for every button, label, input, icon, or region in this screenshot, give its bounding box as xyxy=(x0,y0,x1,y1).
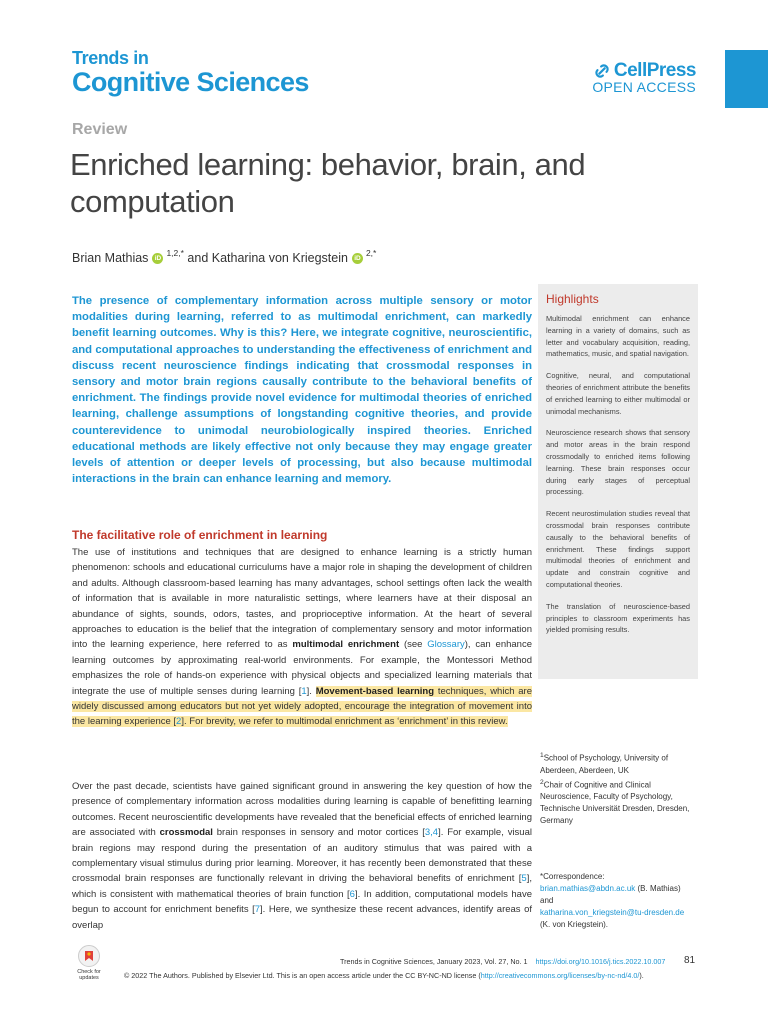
email-link[interactable]: katharina.von_kriegstein@tu-dresden.de xyxy=(540,908,685,917)
affiliation: Chair of Cognitive and Clinical Neuroscience, Faculty of Psychology, Technische Universität Dresden, Dresden, Germany xyxy=(540,780,690,826)
highlights-title: Highlights xyxy=(546,292,599,306)
author-line xyxy=(72,248,377,265)
glossary-link[interactable]: Glossary xyxy=(427,639,465,651)
body-paragraph: The use of institutions and techniques that are designed to enhance learning is a strictly human phenomenon: schools and educational curriculums have a major role in shaping the development of children and adults. Although classroom-based learning has many advantages, school settings often lack the wealth of information that is available in more naturalistic settings, where learners have at their disposal an abundance of sights, sounds, odors, tastes, and proprioceptive information. At the heart of several approaches to education is the belief that the integration of complementary sensory and motor information into the learning experience, here referred to as multimodal enrichment (see Glossary), can enhance learning outcomes by approximating real-world environments. For example, the Montessori Method emphasizes the role of hands-on experience with physical objects and specialized learning materials that integrate the use of multiple senses during learning [1]. Movement-based learning techniques, which are widely discussed among educators but not yet widely adopted, encourage the integration of movement into the learning experience [2]. For brevity, we refer to multimodal enrichment as ‘enrichment’ in this review. xyxy=(72,547,532,728)
highlight-item: Recent neurostimulation studies reveal that crossmodal brain responses contribute causally to the behavioral benefits of enrichment. These findings support multimodal theories of enrichment and update and constrain cognitive and computational theories. xyxy=(546,509,690,589)
license-line: © 2022 The Authors. Published by Elsevier Ltd. This is an open access article under the CC BY-NC-ND license (http://creativecommons.org/licenses/by-nc-nd/4.0/). xyxy=(124,971,644,980)
correspondence: *Correspondence: brian.mathias@abdn.ac.uk (B. Mathias) and katharina.von_kriegstein@tu-dresden.de (K. von Kriegstein). xyxy=(540,871,700,931)
orcid-icon[interactable]: iD xyxy=(352,253,363,264)
orcid-icon[interactable]: iD xyxy=(152,253,163,264)
email-link[interactable]: brian.mathias@abdn.ac.uk xyxy=(540,884,636,893)
abstract: The presence of complementary information across multiple sensory or motor modalities during learning, referred to as multimodal enrichment, can markedly benefit learning outcomes. Why is this? Here, we integrate cognitive, neuroscientific, and computational approaches to understanding the effectiveness of enrichment and discuss recent neuroscience findings indicating that crossmodal responses in sensory and motor brain regions causally contribute to the behavioral benefits of enrichment. The findings provide novel evidence for multimodal theories of enriched learning, challenge assumptions of longstanding cognitive theories, and provide counterevidence to unimodal neurobiologically inspired theories. Enriched educational methods are likely effective not only because they may engage greater levels of attention or deeper levels of processing, but also because multimodal interactions in the brain can enhance learning and memory. xyxy=(72,295,532,486)
reference-link[interactable]: 1 xyxy=(301,685,307,697)
highlight-item: Multimodal enrichment can enhance learning in a variety of domains, such as letter and vocabulary acquisition, reading, mathematics, music, and spatial navigation. xyxy=(546,314,690,359)
page-number: 81 xyxy=(684,955,696,966)
check-for-updates-badge[interactable] xyxy=(72,945,106,987)
license-link[interactable]: http://creativecommons.org/licenses/by-nc-nd/4.0/ xyxy=(480,971,640,980)
open-access-label: OPEN ACCESS xyxy=(592,79,696,95)
reference-link[interactable]: 2 xyxy=(176,716,182,728)
section-heading: The facilitative role of enrichment in learning xyxy=(72,528,328,542)
author-superscript: 2,* xyxy=(365,248,377,258)
highlight-item: The translation of neuroscience-based principles to classroom experiments has yielded promising results. xyxy=(546,601,690,635)
reference-link[interactable]: 7 xyxy=(254,904,261,916)
body-paragraph: Over the past decade, scientists have gained significant ground in answering the key question of how the presence of complementary information across modalities during learning is capable of benefitting learning outcomes. Recent neuroscientific developments have revealed that the beneficial effects of enriched learning are associated with crossmodal brain responses in sensory and motor cortices [3,4]. For example, visual brain regions may respond during the presentation of an auditory stimulus that was paired with a complementary visual stimulus during prior learning. Moreover, it has recently been demonstrated that these crossmodal brain responses are functionally relevant in driving the behavioral benefits of enrichment [5], which is consistent with mathematical theories of brain function [6]. In addition, computational models have begun to account for enrichment benefits [7]. Here, we synthesize these recent advances, identify areas of overlap xyxy=(72,781,532,931)
check-for-updates-icon xyxy=(78,945,100,967)
cellpress-logo-icon xyxy=(593,62,611,80)
highlight-item: Cognitive, neural, and computational theories of enrichment attribute the benefits of enriched learning to either multimodal or unimodal mechanisms. xyxy=(546,371,690,416)
affiliations: $^1$School of Psychology, University of Aberdeen, Aberdeen, UK $^2$Chair of Cognitive and Clinical Neuroscience, Faculty of Psychology, Technische Universität Dresden, Dresden, Germany xyxy=(540,752,690,826)
article-title: Enriched learning: behavior, brain, and computation xyxy=(70,147,586,219)
glossary-term: crossmodal xyxy=(159,827,213,839)
reference-link[interactable]: 6 xyxy=(349,888,355,900)
glossary-term: Movement-based learning xyxy=(315,685,435,697)
author-connector: and xyxy=(183,251,212,265)
article-type: Review xyxy=(72,121,128,138)
author-name: Katharina von Kriegstein xyxy=(211,251,348,265)
publisher-brand: CellPress xyxy=(613,60,696,81)
author-name: Brian Mathias xyxy=(72,251,149,265)
highlights-box xyxy=(538,284,698,679)
badge-label: Check for updates xyxy=(77,969,101,981)
publisher-logo xyxy=(592,60,696,95)
affiliation: School of Psychology, University of Aberdeen, Aberdeen, UK xyxy=(540,753,669,775)
glossary-term: multimodal enrichment xyxy=(292,639,400,651)
author-superscript: 1,2,* xyxy=(166,248,184,258)
highlight-item: Neuroscience research shows that sensory and motor areas in the brain respond crossmodally to enriched items following learning. These brain responses occur during early stages of perceptual processing. xyxy=(546,428,690,497)
doi-link[interactable]: https://doi.org/10.1016/j.tics.2022.10.007 xyxy=(535,957,666,966)
correspondence-label: *Correspondence: xyxy=(540,872,605,881)
highlighted-text: Movement-based learning techniques, which are widely discussed among educators but not yet widely adopted, encourage the integration of movement into the learning experience [2]. For brevity, we refer to multimodal enrichment as ‘enrichment’ in this review. xyxy=(72,685,532,728)
journal-line1: Trends in xyxy=(72,48,149,68)
journal-title xyxy=(72,48,309,98)
footer-citation: Trends in Cognitive Sciences, January 2023, Vol. 27, No. 1 https://doi.org/10.1016/j.tics.2022.10.007 xyxy=(340,957,666,966)
reference-link[interactable]: 5 xyxy=(521,873,527,885)
reference-link[interactable]: 3,4 xyxy=(424,827,439,839)
corner-tab xyxy=(725,50,768,108)
journal-line2: Cognitive Sciences xyxy=(72,67,309,97)
